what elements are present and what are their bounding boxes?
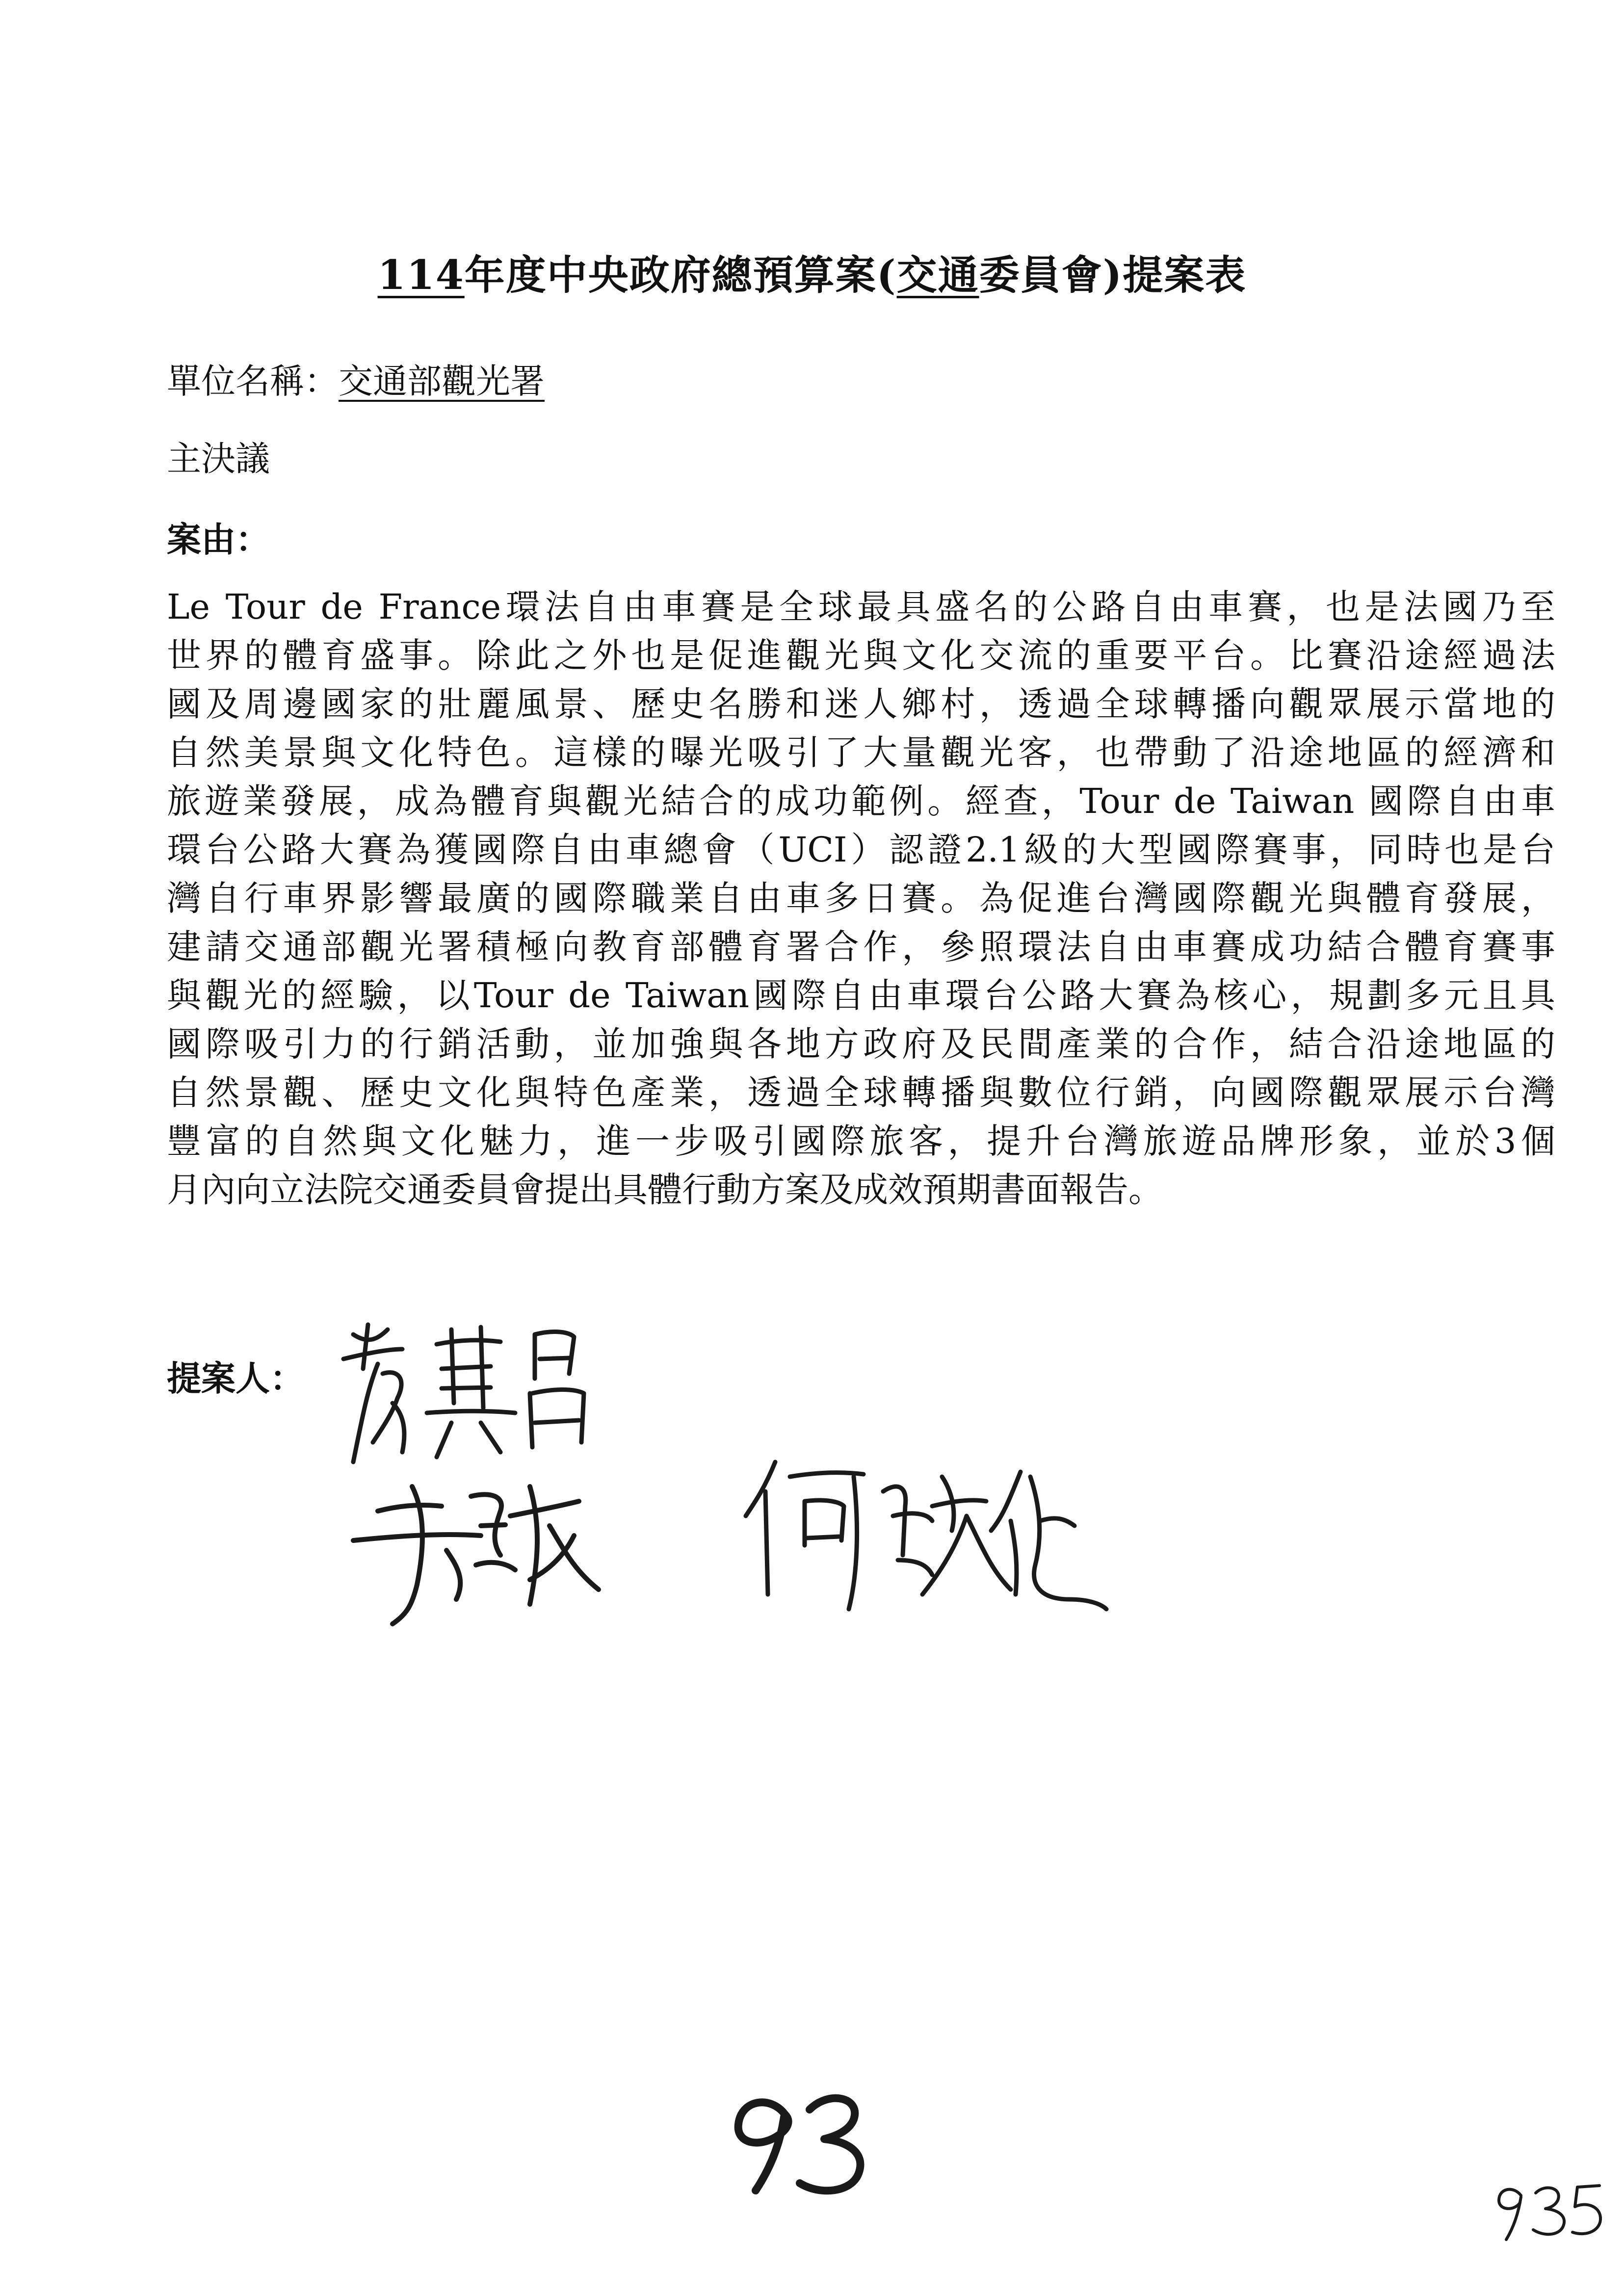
case-line: 國及周邊國家的壯麗風景、歷史名勝和迷人鄉村，透過全球轉播向觀眾展示當地的 bbox=[167, 684, 1555, 724]
title-committee: 交通 bbox=[896, 252, 979, 299]
title-prefix: 年度中央政府總預算案( bbox=[464, 252, 897, 299]
signature-proposer-1 bbox=[334, 1315, 608, 1477]
case-line: 自然美景與文化特色。這樣的曝光吸引了大量觀光客，也帶動了沿途地區的經濟和 bbox=[167, 732, 1555, 773]
corner-number-text: 935 bbox=[1550, 2244, 1553, 2246]
proposer-label: 提案人： bbox=[167, 1358, 304, 1399]
case-line: 環台公路大賽為獲國際自由車總會（UCI）認證2.1級的大型國際賽事，同時也是台 bbox=[167, 830, 1555, 870]
page-title bbox=[0, 252, 1624, 299]
case-line: 與觀光的經驗，以Tour de Taiwan國際自由車環台公路大賽為核心，規劃多元且具 bbox=[167, 975, 1555, 1016]
case-heading: 案由： bbox=[167, 519, 270, 560]
title-year: 114 bbox=[377, 252, 465, 299]
case-body bbox=[167, 583, 1555, 1214]
title-committee-suffix: 委員會 bbox=[979, 252, 1103, 299]
case-line: 灣自行車界影響最廣的國際職業自由車多日賽。為促進台灣國際觀光與體育發展， bbox=[167, 878, 1555, 918]
unit-row bbox=[167, 361, 545, 401]
page-number-text: 93 bbox=[800, 2195, 803, 2197]
unit-label: 單位名稱： bbox=[167, 361, 339, 401]
unit-value: 交通部觀光署 bbox=[339, 361, 545, 401]
handwritten-corner-number bbox=[1492, 2178, 1609, 2247]
case-line: 世界的體育盛事。除此之外也是促進觀光與文化交流的重要平台。比賽沿途經過法 bbox=[167, 635, 1555, 676]
title-suffix: )提案表 bbox=[1102, 252, 1247, 299]
case-line: 旅遊業發展，成為體育與觀光結合的成功範例。經查，Tour de Taiwan 國際自由車 bbox=[167, 781, 1555, 821]
case-line: 月內向立法院交通委員會提出具體行動方案及成效預期書面報告。 bbox=[167, 1170, 1163, 1210]
case-line: 國際吸引力的行銷活動，並加強與各地方政府及民間產業的合作，結合沿途地區的 bbox=[167, 1024, 1555, 1064]
case-line: 豐富的自然與文化魅力，進一步吸引國際旅客，提升台灣旅遊品牌形象，並於3個 bbox=[167, 1121, 1555, 1161]
case-line: 建請交通部觀光署積極向教育部體育署合作，參照環法自由車賽成功結合體育賽事 bbox=[167, 927, 1555, 967]
resolution-type: 主決議 bbox=[167, 439, 270, 479]
case-line: 自然景觀、歷史文化與特色產業，透過全球轉播與數位行銷，向國際觀眾展示台灣 bbox=[167, 1072, 1555, 1113]
handwritten-page-number bbox=[726, 2085, 873, 2198]
signature-proposer-2 bbox=[343, 1467, 618, 1629]
signature-proposer-3 bbox=[736, 1447, 1109, 1644]
case-line: Le Tour de France環法自由車賽是全球最具盛名的公路自由車賽，也是法國乃至 bbox=[167, 587, 1555, 627]
